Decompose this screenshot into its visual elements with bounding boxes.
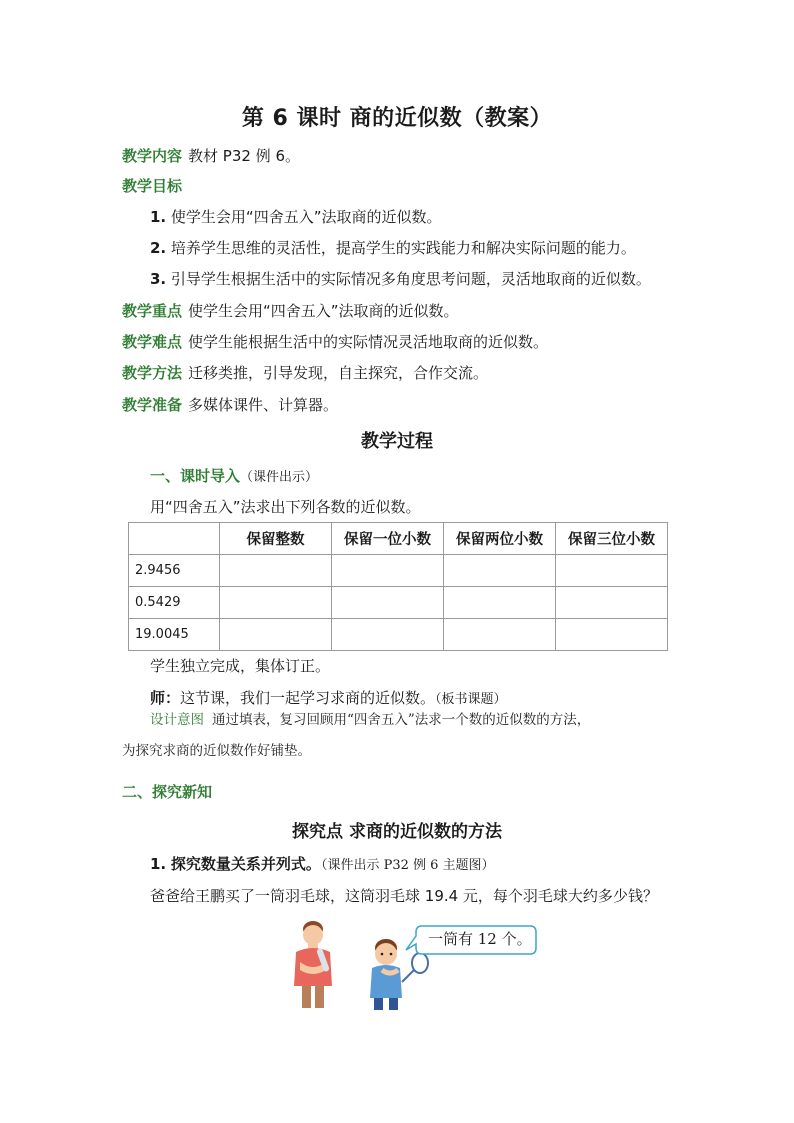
goal-item: 3. 引导学生根据生活中的实际情况多角度思考问题，灵活地取商的近似数。 bbox=[150, 270, 651, 288]
answer-cell[interactable] bbox=[220, 619, 332, 651]
table-header bbox=[129, 523, 220, 555]
goal-text: 培养学生思维的灵活性，提高学生的实践能力和解决实际问题的能力。 bbox=[170, 239, 636, 257]
goal-item: 1. 使学生会用“四舍五入”法取商的近似数。 bbox=[150, 208, 442, 226]
part2-heading: 二、探究新知 bbox=[122, 783, 213, 801]
answer-cell[interactable] bbox=[556, 587, 668, 619]
info-prep bbox=[122, 395, 338, 415]
info-goals bbox=[122, 176, 188, 196]
table-row-header: 0.5429 bbox=[129, 587, 220, 619]
answer-cell[interactable] bbox=[444, 555, 556, 587]
answer-cell[interactable] bbox=[556, 619, 668, 651]
info-label: 教学难点 bbox=[122, 333, 183, 351]
goal-text: 使学生会用“四舍五入”法取商的近似数。 bbox=[170, 208, 442, 226]
answer-cell[interactable] bbox=[332, 587, 444, 619]
answer-cell[interactable] bbox=[220, 555, 332, 587]
answer-cell[interactable] bbox=[444, 587, 556, 619]
step1: 1. 探究数量关系并列式。（课件出示 P32 例 6 主题图） bbox=[150, 855, 495, 873]
info-label: 教学方法 bbox=[122, 364, 183, 382]
info-label: 教学重点 bbox=[122, 302, 183, 320]
info-label: 教学目标 bbox=[122, 177, 183, 195]
answer-cell[interactable] bbox=[332, 619, 444, 651]
info-text: 使学生会用“四舍五入”法取商的近似数。 bbox=[188, 302, 459, 320]
info-method bbox=[122, 363, 488, 383]
table-header: 保留三位小数 bbox=[556, 523, 668, 555]
table-row-header: 19.0045 bbox=[129, 619, 220, 651]
table-header: 保留两位小数 bbox=[444, 523, 556, 555]
info-label: 教学准备 bbox=[122, 396, 183, 414]
page-title: 第 6 课时 商的近似数（教案） bbox=[241, 106, 553, 131]
problem-text: 爸爸给王鹏买了一筒羽毛球，这筒羽毛球 19.4 元，每个羽毛球大约多少钱？ bbox=[150, 887, 658, 905]
father-figure bbox=[294, 921, 332, 1008]
teacher-line: 师：这节课，我们一起学习求商的近似数。（板书课题） bbox=[150, 689, 507, 707]
info-text: 多媒体课件、计算器。 bbox=[188, 396, 339, 414]
part1-heading: 一、课时导入（课件出示） bbox=[150, 467, 319, 485]
answer-cell[interactable] bbox=[220, 587, 332, 619]
part1-after: 学生独立完成，集体订正。 bbox=[150, 657, 331, 675]
info-difficulty bbox=[122, 332, 548, 352]
table-row bbox=[129, 555, 668, 587]
answer-cell[interactable] bbox=[556, 555, 668, 587]
info-text: 使学生能根据生活中的实际情况灵活地取商的近似数。 bbox=[188, 333, 549, 351]
info-key-point bbox=[122, 301, 459, 321]
table-header: 保留整数 bbox=[220, 523, 332, 555]
answer-cell[interactable] bbox=[444, 619, 556, 651]
table-header: 保留一位小数 bbox=[332, 523, 444, 555]
part1-intro: 用“四舍五入”法求出下列各数的近似数。 bbox=[150, 498, 421, 516]
table-header-row bbox=[129, 523, 668, 555]
process-title: 教学过程 bbox=[361, 431, 433, 452]
table-row-header: 2.9456 bbox=[129, 555, 220, 587]
table-row bbox=[129, 619, 668, 651]
goal-item: 2. 培养学生思维的灵活性，提高学生的实践能力和解决实际问题的能力。 bbox=[150, 239, 636, 257]
answer-cell[interactable] bbox=[332, 555, 444, 587]
info-text: 迁移类推，引导发现，自主探究，合作交流。 bbox=[188, 364, 489, 382]
table-row bbox=[129, 587, 668, 619]
info-content bbox=[122, 146, 300, 166]
rounding-table bbox=[128, 522, 668, 651]
info-text: 教材 P32 例 6。 bbox=[188, 147, 300, 165]
goal-text: 引导学生根据生活中的实际情况多角度思考问题，灵活地取商的近似数。 bbox=[170, 270, 651, 288]
speech-bubble-text: 一筒有 12 个。 bbox=[428, 930, 532, 948]
design-intent: 设计意图 通过填表，复习回顾用“四舍五入”法求一个数的近似数的方法， 为探究求商的近似数作好铺垫。 bbox=[122, 712, 591, 759]
explore-point-title: 探究点 求商的近似数的方法 bbox=[292, 822, 502, 842]
info-label: 教学内容 bbox=[122, 147, 183, 165]
